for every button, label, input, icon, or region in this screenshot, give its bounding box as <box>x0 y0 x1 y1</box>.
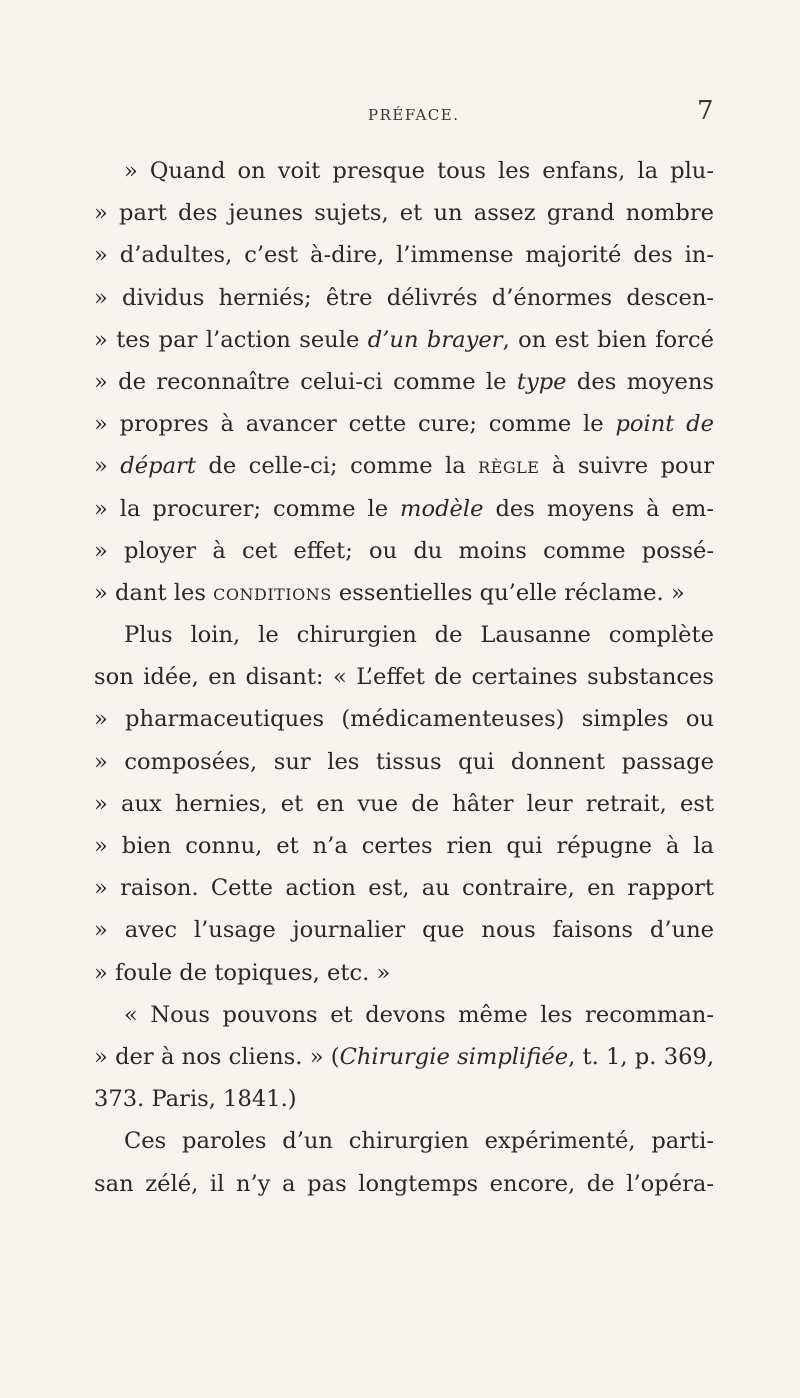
text-segment: essentielles qu’elle réclame. » <box>331 579 685 606</box>
text-line <box>94 572 714 614</box>
small-caps-text: conditions <box>213 579 332 606</box>
text-line <box>94 867 714 909</box>
text-line <box>94 530 714 572</box>
text-line <box>94 1036 714 1078</box>
italic-text: modèle <box>400 495 484 522</box>
text-segment: 373. Paris, 1841.) <box>94 1086 297 1113</box>
text-line <box>94 277 714 319</box>
text-line <box>94 319 714 361</box>
italic-text: Chirurgie simplifiée <box>339 1043 569 1070</box>
text-line <box>94 361 714 403</box>
text-segment: san zélé, il n’y a pas longtemps encore, de l’opéra- <box>94 1170 714 1197</box>
text-segment: Ces paroles d’un chirurgien expérimenté, parti- <box>124 1128 714 1155</box>
text-segment: » avec l’usage journalier que nous faisons d’une <box>94 917 714 944</box>
text-line <box>94 150 714 192</box>
text-line <box>94 1078 714 1120</box>
text-segment: de celle-ci; comme la <box>195 453 479 480</box>
text-segment: » de reconnaître celui-ci comme le <box>94 368 517 395</box>
text-segment: » bien connu, et n’a certes rien qui répugne à la <box>94 833 714 859</box>
text-line <box>94 1120 714 1162</box>
text-line <box>94 403 714 445</box>
text-line <box>94 825 714 867</box>
text-segment: » aux hernies, et en vue de hâter leur retrait, est <box>94 790 714 817</box>
text-line <box>94 909 714 951</box>
text-segment: » <box>94 453 121 480</box>
running-title: PRÉFACE. <box>368 106 460 124</box>
text-segment: , t. 1, p. 369, <box>568 1043 714 1070</box>
text-segment: son idée, en disant: « L’effet de certaines substances <box>94 664 714 691</box>
italic-text: d’un brayer <box>367 326 503 353</box>
text-segment: » propres à avancer cette cure; comme le <box>94 411 616 438</box>
italic-text: point de <box>615 411 714 438</box>
text-line <box>94 234 714 276</box>
text-segment: Plus loin, le chirurgien de Lausanne complète <box>124 622 714 649</box>
text-line <box>94 994 714 1036</box>
text-line <box>94 698 714 740</box>
text-segment: « Nous pouvons et devons même les recomman- <box>124 1001 714 1028</box>
text-segment: » pharmaceutiques (médicamenteuses) simples ou <box>94 706 714 733</box>
text-segment: » part des jeunes sujets, et un assez grand nombre <box>94 200 714 227</box>
text-segment: » composées, sur les tissus qui donnent passage <box>94 748 714 775</box>
text-line <box>94 741 714 783</box>
text-segment: » raison. Cette action est, au contraire, en rapport <box>94 875 714 902</box>
text-segment: des moyens <box>566 368 715 395</box>
text-line <box>94 445 714 487</box>
page-number: 7 <box>697 96 714 126</box>
text-line <box>94 488 714 530</box>
text-segment: » dividus herniés; être délivrés d’énormes descen- <box>94 284 714 311</box>
text-line <box>94 952 714 994</box>
text-line <box>94 192 714 234</box>
text-segment: » d’adultes, c’est à-dire, l’immense majorité des in- <box>94 242 714 269</box>
text-segment: , on est bien forcé <box>502 326 714 353</box>
italic-text: type <box>516 368 567 395</box>
text-segment: » tes par l’action seule <box>94 326 368 353</box>
text-line <box>94 614 714 656</box>
text-segment: » Quand on voit presque tous les enfans, la plu- <box>124 158 714 184</box>
text-segment: » la procurer; comme le <box>94 495 401 522</box>
text-segment: » dant les <box>94 579 214 606</box>
text-segment: » foule de topiques, etc. » <box>94 959 391 986</box>
text-segment: » ployer à cet effet; ou du moins comme possé- <box>94 537 714 564</box>
text-segment: » der à nos cliens. » ( <box>94 1043 340 1070</box>
text-segment: à suivre pour <box>539 453 715 480</box>
text-line <box>94 783 714 825</box>
text-line <box>94 1163 714 1205</box>
italic-text: départ <box>120 453 196 480</box>
text-line <box>94 656 714 698</box>
small-caps-text: règle <box>478 453 540 480</box>
body-text <box>94 150 714 1205</box>
page-header <box>0 96 800 130</box>
text-segment: des moyens à em- <box>483 495 714 522</box>
